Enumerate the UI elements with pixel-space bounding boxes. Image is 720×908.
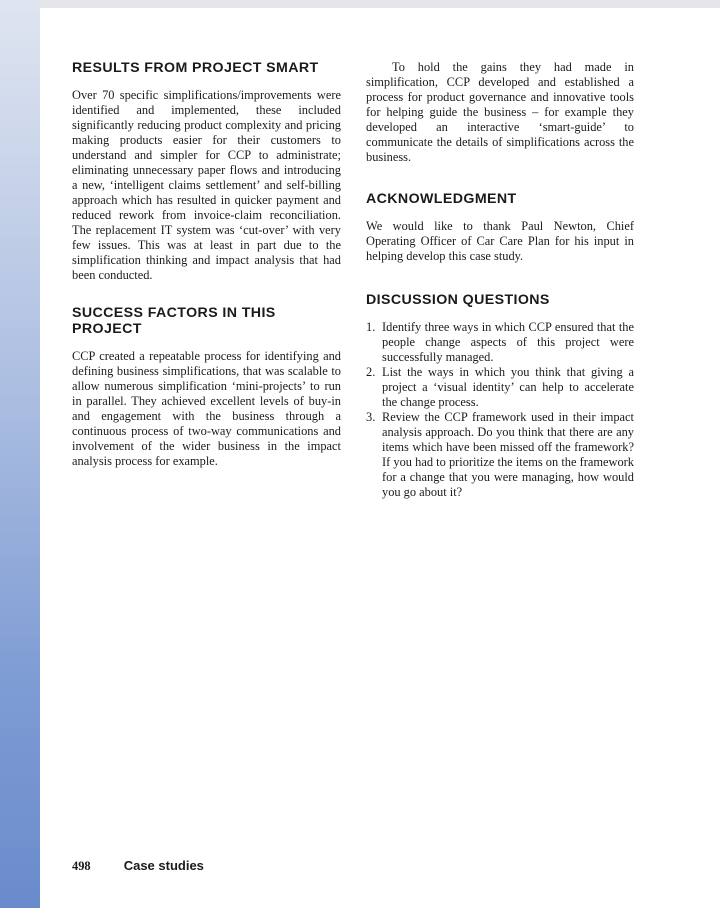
document-page: [40, 8, 720, 908]
intro-paragraph: To hold the gains they had made in simplification, CCP developed and established a process for product governance and innovative tools for helping guide the business – for example they developed an interactive ‘smart-guide’ to communicate the details of simplifications across the business.: [366, 60, 634, 164]
left-column: [72, 60, 341, 469]
discussion-list: [366, 320, 634, 500]
success-factors-body: CCP created a repeatable process for identifying and defining business simplifications, that was scalable to allow numerous simplification ‘mini-projects’ to run in parallel. They achieved excellent levels of buy-in and engagement with the business through a continuous process of two-way communications and involvement of the wider business in the impact analysis process for example.: [72, 349, 341, 468]
list-item: [366, 410, 634, 500]
discussion-section: [366, 292, 634, 500]
acknowledgment-section: [366, 191, 634, 264]
list-item-number: 2.: [366, 365, 376, 379]
success-factors-heading: SUCCESS FACTORS IN THIS PROJECT: [72, 305, 276, 337]
results-body: Over 70 specific simplifications/improvements were identified and implemented, these included significantly reducing product complexity and pricing making products easier for their customers to understand and simpler for CCP to administrate; eliminating unnecessary paper flows and introducing a new, ‘intelligent claims settlement’ and self-billing approach which has resulted in quicker payment and reduced rework from invoice-claim reconciliation. The replacement IT system was ‘cut-over’ with very few issues. This was at least in part due to the simplification thinking and impact analysis that had been conducted.: [72, 88, 341, 282]
top-strip: [0, 0, 720, 8]
acknowledgment-body: We would like to thank Paul Newton, Chief Operating Officer of Car Care Plan for his input in helping develop this case study.: [366, 219, 634, 263]
success-factors-section: [72, 305, 341, 469]
right-column: [366, 60, 634, 500]
list-item-text: List the ways in which you think that giving a project a ‘visual identity’ can help to accelerate the change process.: [382, 365, 634, 409]
list-item-text: Review the CCP framework used in their impact analysis approach. Do you think that there are any items which have been missed off the framework? If you had to prioritize the items on the framework for a change that you were managing, how would you go about it?: [382, 410, 634, 499]
list-item-number: 3.: [366, 410, 376, 424]
list-item: [366, 320, 634, 365]
side-band: [0, 0, 40, 908]
page-footer: [72, 858, 204, 874]
list-item-text: Identify three ways in which CCP ensured that the people change aspects of this project were successfully managed.: [382, 320, 634, 364]
running-head: Case studies: [123, 858, 204, 873]
results-heading: RESULTS FROM PROJECT SMART: [72, 60, 319, 76]
list-item: [366, 365, 634, 410]
discussion-heading: DISCUSSION QUESTIONS: [366, 292, 550, 308]
acknowledgment-heading: ACKNOWLEDGMENT: [366, 191, 517, 207]
page-number: 498: [72, 859, 91, 873]
results-section: [72, 60, 341, 283]
list-item-number: 1.: [366, 320, 376, 334]
